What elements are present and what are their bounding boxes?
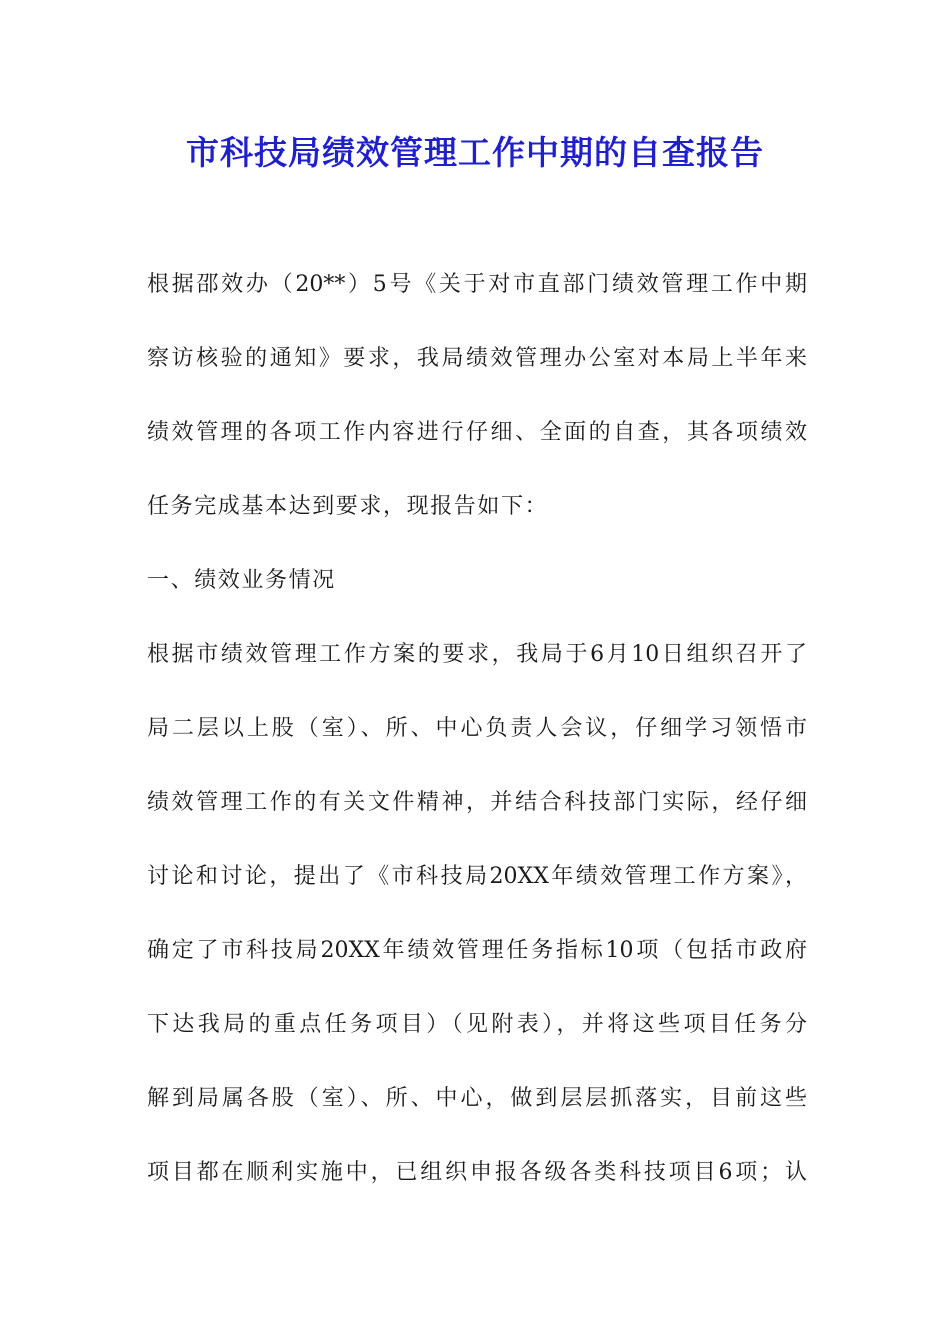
text-line: 察访核验的通知》要求，我局绩效管理办公室对本局上半年来 <box>147 346 807 371</box>
section-heading: 一、绩效业务情况 <box>147 568 336 593</box>
text-line: 根据邵效办（20**）5号《关于对市直部门绩效管理工作中期 <box>147 272 807 297</box>
text-line: 项目都在顺利实施中，已组织申报各级各类科技项目6项；认 <box>147 1160 807 1185</box>
text-line: 任务完成基本达到要求，现报告如下： <box>147 494 549 519</box>
text-line: 绩效管理工作的有关文件精神，并结合科技部门实际，经仔细 <box>147 790 807 815</box>
text-line: 局二层以上股（室）、所、中心负责人会议，仔细学习领悟市 <box>147 716 807 741</box>
text-line: 确定了市科技局20XX年绩效管理任务指标10项（包括市政府 <box>147 938 807 963</box>
document-body <box>147 258 807 1220</box>
text-line: 讨论和讨论，提出了《市科技局20XX年绩效管理工作方案》， <box>147 864 807 889</box>
text-line: 解到局属各股（室）、所、中心，做到层层抓落实，目前这些 <box>147 1086 807 1111</box>
text-line: 绩效管理的各项工作内容进行仔细、全面的自查，其各项绩效 <box>147 420 807 445</box>
document-title: 市科技局绩效管理工作中期的自查报告 <box>186 133 764 172</box>
text-line: 下达我局的重点任务项目）（见附表），并将这些项目任务分 <box>147 1012 807 1037</box>
text-line: 根据市绩效管理工作方案的要求，我局于6月10日组织召开了 <box>147 642 807 667</box>
